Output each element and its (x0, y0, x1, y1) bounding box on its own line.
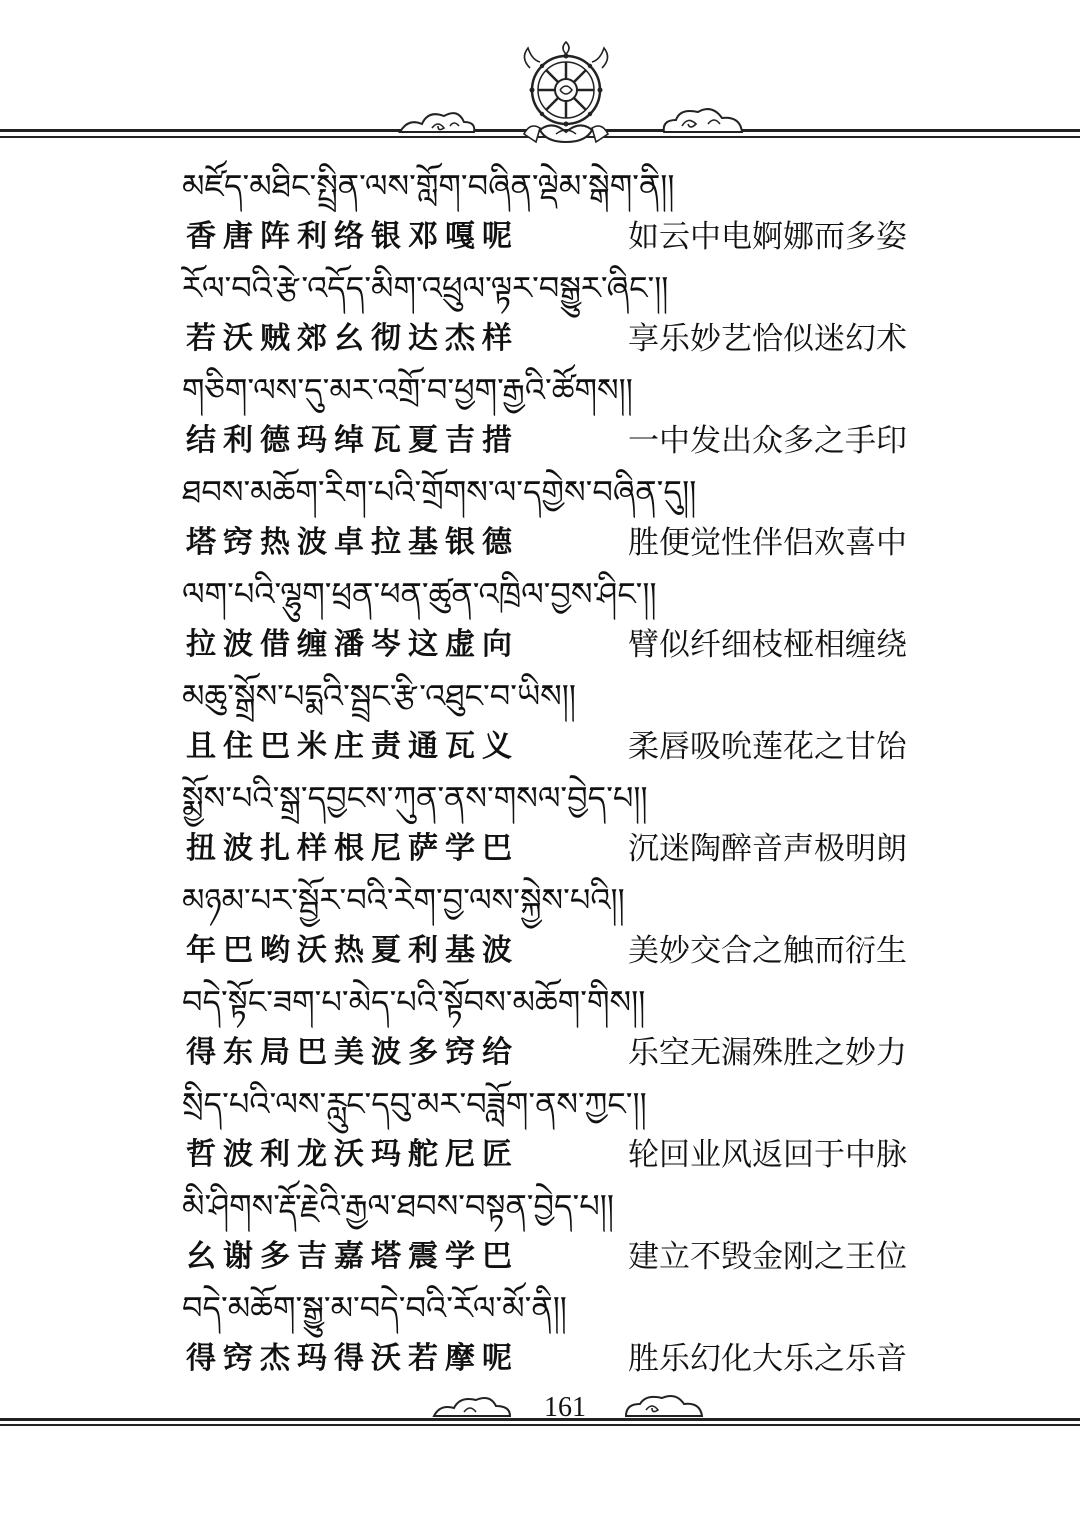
transliteration: 哲波利龙沃玛舵尼匠 (186, 1137, 519, 1172)
tibetan-line: མཛོད་མཐིང་སྤྲིན་ལས་གློག་བཞིན་ལྡེམ་སྒེག་ནི།། (182, 167, 675, 205)
verse-pair (182, 1235, 942, 1279)
verse-pair (182, 1133, 942, 1177)
transliteration: 幺谢多吉嘉塔震学巴 (186, 1239, 519, 1274)
verse-pair (182, 1337, 942, 1381)
cloud-footer-right-icon (624, 1392, 704, 1420)
translation: 沉迷陶醉音声极明朗 (628, 831, 907, 867)
verse-pair (182, 521, 942, 565)
verse-pair (182, 317, 942, 361)
tibetan-line: རོལ་བའི་རྩེ་འདོད་མིག་འཕྲུལ་ལྟར་བསྒྱུར་ཞིང་།། (182, 269, 669, 307)
transliteration: 若沃贼郊幺彻达杰样 (186, 321, 519, 356)
translation: 如云中电婀娜而多姿 (628, 219, 907, 255)
tibetan-line: ལག་པའི་ལྷུག་ཕྲན་ཕན་ཚུན་འཁྲིལ་བྱས་ཤིང་།། (182, 575, 657, 613)
dharma-wheel-icon (516, 38, 616, 148)
transliteration: 得东局巴美波多窍给 (186, 1035, 519, 1070)
cloud-footer-left-icon (432, 1394, 512, 1420)
tibetan-line: མཆུ་སྒྲོས་པདྨའི་སྦྲང་རྩི་འཐུང་བ་ཡིས།། (182, 677, 576, 715)
transliteration: 且住巴米庄责通瓦义 (186, 729, 519, 764)
verse-pair (182, 1031, 942, 1075)
translation: 一中发出众多之手印 (628, 423, 907, 459)
verse-pair (182, 725, 942, 769)
tibetan-line: གཅིག་ལས་དུ་མར་འགྲོ་བ་ཕྱག་རྒྱའི་ཚོགས།། (182, 371, 633, 409)
verse-pair (182, 929, 942, 973)
tibetan-line: མཉམ་པར་སྦྱོར་བའི་རེག་བྱ་ལས་སྐྱེས་པའི།། (182, 881, 625, 919)
tibetan-line: མི་ཤིགས་རྡོ་རྗེའི་རྒྱལ་ཐབས་བསྟན་བྱེད་པ།། (182, 1187, 615, 1225)
transliteration: 年巴哟沃热夏利基波 (186, 933, 519, 968)
cloud-right-icon (660, 104, 746, 138)
verse-pair (182, 215, 942, 259)
translation: 臂似纤细枝桠相缠绕 (628, 627, 907, 663)
translation: 胜便觉性伴侣欢喜中 (628, 525, 907, 561)
tibetan-line: བདེ་མཆོག་སྒྱུ་མ་བདེ་བའི་རོལ་མོ་ནི།། (182, 1289, 567, 1327)
verse-pair (182, 623, 942, 667)
translation: 乐空无漏殊胜之妙力 (628, 1035, 907, 1071)
tibetan-line: ཐབས་མཆོག་རིག་པའི་གྲོགས་ལ་དགྱེས་བཞིན་དུ།། (182, 473, 697, 511)
translation: 享乐妙艺恰似迷幻术 (628, 321, 907, 357)
transliteration: 香唐阵利络银邓嘎呢 (186, 219, 519, 254)
verse-pair (182, 827, 942, 871)
translation: 建立不毁金刚之王位 (628, 1239, 907, 1275)
transliteration: 结利德玛绰瓦夏吉措 (186, 423, 519, 458)
page-number: 161 (544, 1392, 586, 1423)
tibetan-line: བདེ་སྟོང་ཟག་པ་མེད་པའི་སྟོབས་མཆོག་གིས།། (182, 983, 646, 1021)
cloud-left-icon (398, 108, 478, 138)
transliteration: 扭波扎样根尼萨学巴 (186, 831, 519, 866)
tibetan-line: སྨྱོས་པའི་སྒྲ་དབྱངས་ཀུན་ནས་གསལ་བྱེད་པ།། (182, 779, 648, 817)
transliteration: 塔窍热波卓拉基银德 (186, 525, 519, 560)
tibetan-line: སྲིད་པའི་ལས་རླུང་དབུ་མར་བཟློག་ནས་ཀྱང་།། (182, 1085, 647, 1123)
transliteration: 得窍杰玛得沃若摩呢 (186, 1341, 519, 1376)
translation: 轮回业风返回于中脉 (628, 1137, 907, 1173)
translation: 胜乐幻化大乐之乐音 (628, 1341, 907, 1377)
transliteration: 拉波借缠潘岑这虚向 (186, 627, 519, 662)
translation: 柔唇吸吮莲花之甘饴 (628, 729, 907, 765)
translation: 美妙交合之触而衍生 (628, 933, 907, 969)
verse-pair (182, 419, 942, 463)
